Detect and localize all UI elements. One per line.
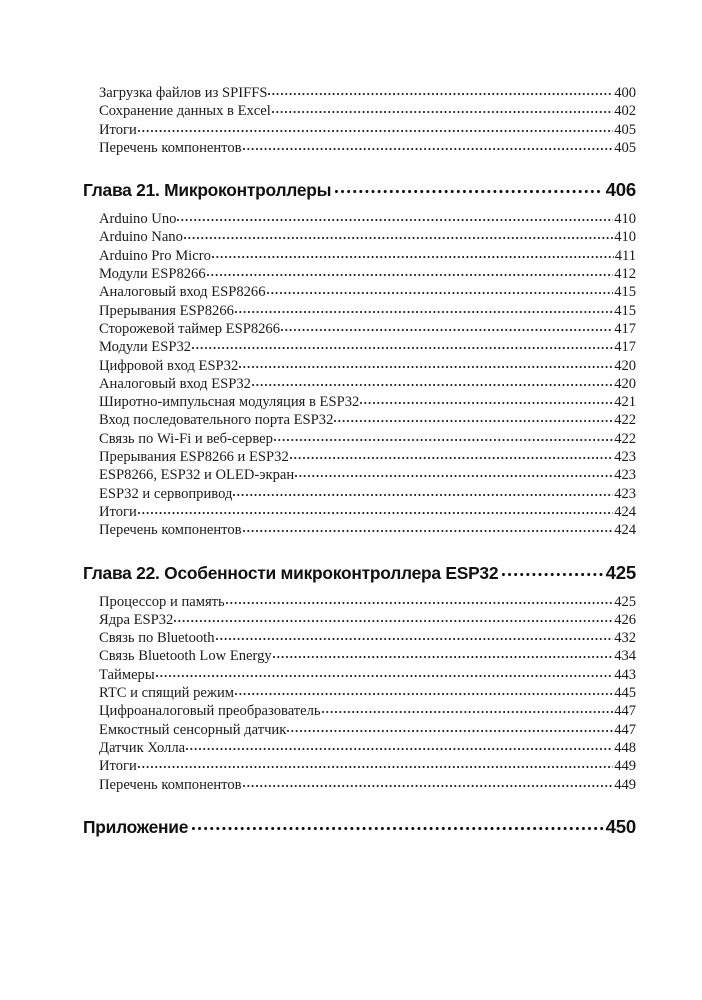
dot-leader [138,122,613,134]
dot-leader [192,339,613,351]
dot-leader [335,181,602,196]
dot-leader [273,648,614,660]
toc-entry[interactable] [99,411,636,429]
dot-leader [274,431,613,443]
toc-entry-page-number: 410 [614,229,636,246]
toc-chapter-heading[interactable] [83,816,636,838]
toc-entry[interactable] [99,521,636,539]
toc-entry-title: Ядра ESP32 [99,611,174,628]
dot-leader [138,758,613,770]
toc-entry[interactable] [99,702,636,720]
toc-entry-title: Итоги [99,758,137,775]
toc-entry-title: Датчик Холла [99,739,186,756]
toc-entry-title: Связь по Wi-Fi и веб-сервер [99,430,273,447]
toc-chapter-heading[interactable] [83,179,636,201]
toc-entry-page-number: 417 [614,320,636,337]
toc-entry[interactable] [99,611,636,629]
toc-entry-title: Перечень компонентов [99,776,242,793]
toc-entry-page-number: 421 [614,394,636,411]
toc-entry[interactable] [99,320,636,338]
dot-leader [243,140,614,152]
toc-entry[interactable] [99,357,636,375]
dot-leader [226,594,614,606]
toc-entry-page-number: 411 [614,247,636,264]
dot-leader [287,722,613,734]
dot-leader [212,248,614,260]
dot-leader [243,777,614,789]
dot-leader [174,612,613,624]
toc-entry-title: ESP8266, ESP32 и OLED-экран [99,467,295,484]
toc-entry-title: Процессор и память [99,593,225,610]
toc-entry-page-number: 445 [614,685,636,702]
toc-entry-page-number: 426 [614,611,636,628]
toc-entry-title: Arduino Pro Micro [99,247,211,264]
toc-entry-title: Прерывания ESP8266 [99,302,234,319]
toc-entry[interactable] [99,503,636,521]
toc-entry-page-number: 400 [614,85,636,101]
toc-entry[interactable] [99,302,636,320]
toc-entry[interactable] [99,102,636,120]
toc-entry-page-number: 423 [614,449,636,466]
toc-entry-page-number: 415 [614,302,636,319]
toc-entry-page-number: 447 [614,721,636,738]
toc-entry[interactable] [99,338,636,356]
toc-group-continued-entries [83,84,636,157]
toc-entry[interactable] [99,721,636,739]
toc-entry[interactable] [99,666,636,684]
toc-entry-title: Прерывания ESP8266 и ESP32 [99,449,289,466]
toc-entry-page-number: 447 [614,703,636,720]
toc-entry-title: Цифровой вход ESP32 [99,357,239,374]
toc-entry[interactable] [99,210,636,228]
toc-entry[interactable] [99,375,636,393]
dot-leader [268,85,613,97]
toc-entry[interactable] [99,739,636,757]
toc-entry[interactable] [99,283,636,301]
dot-leader [233,486,613,498]
toc-entry[interactable] [99,139,636,157]
dot-leader [138,504,613,516]
toc-chapter-page-number: 450 [605,815,636,837]
toc-entry-page-number: 448 [614,739,636,756]
toc-entry[interactable] [99,84,636,102]
toc-entry-title: Arduino Uno [99,211,177,228]
dot-leader [502,564,602,579]
toc-entry[interactable] [99,393,636,411]
toc-entry-title: Цифроаналоговый преобразователь [99,703,321,720]
toc-entry[interactable] [99,247,636,265]
dot-leader [272,103,613,115]
toc-entry-page-number: 422 [614,412,636,429]
toc-entry-page-number: 417 [614,339,636,356]
dot-leader [192,818,602,833]
toc-entry-title: Перечень компонентов [99,139,242,156]
dot-leader [156,667,614,679]
toc-entry-title: Arduino Nano [99,229,183,246]
toc-entry-title: Связь по Bluetooth [99,630,215,647]
toc-group-chapter-22 [83,562,636,794]
toc-entry-title: RTC и спящий режим [99,685,235,702]
dot-leader [267,284,614,296]
toc-chapter-title: Приложение [83,816,189,837]
toc-chapter-page-number: 425 [605,561,636,583]
toc-entry[interactable] [99,265,636,283]
toc-entry-page-number: 425 [614,593,636,610]
toc-entry-title: Сохранение данных в Excel [99,103,271,120]
toc-entry-title: Емкостный сенсорный датчик [99,721,287,738]
table-of-contents [83,84,636,847]
toc-entry[interactable] [99,121,636,139]
toc-entry-page-number: 423 [614,467,636,484]
dot-leader [186,740,613,752]
dot-leader [295,467,613,479]
toc-entry-page-number: 415 [614,284,636,301]
toc-chapter-page-number: 406 [605,179,636,201]
dot-leader [239,358,613,370]
toc-entry[interactable] [99,757,636,775]
toc-entry-page-number: 422 [614,430,636,447]
toc-entry[interactable] [99,466,636,484]
toc-entry[interactable] [99,647,636,665]
toc-entry-title: Таймеры [99,666,155,683]
toc-entry-title: Сторожевой таймер ESP8266 [99,320,281,337]
toc-entry[interactable] [99,228,636,246]
toc-chapter-heading[interactable] [83,562,636,584]
dot-leader [334,412,613,424]
dot-leader [216,630,614,642]
toc-entry-page-number: 412 [614,266,636,283]
toc-entry-page-number: 424 [614,503,636,520]
toc-entry-title: Связь Bluetooth Low Energy [99,648,272,665]
toc-chapter-title: Глава 22. Особенности микроконтроллера ESP32 [83,562,499,583]
dot-leader [290,449,613,461]
toc-entry-title: Перечень компонентов [99,522,242,539]
toc-group-appendix [83,816,636,838]
dot-leader [184,229,613,241]
dot-leader [177,211,613,223]
dot-leader [322,703,614,715]
toc-entry-title: Итоги [99,503,137,520]
toc-entry[interactable] [99,448,636,466]
toc-entry-page-number: 443 [614,666,636,683]
toc-entry-title: Аналоговый вход ESP8266 [99,284,266,301]
toc-entry-page-number: 420 [614,357,636,374]
toc-entry[interactable] [99,776,636,794]
toc-entry-page-number: 432 [614,630,636,647]
dot-leader [235,303,613,315]
dot-leader [243,522,614,534]
dot-leader [252,376,613,388]
toc-entry[interactable] [99,629,636,647]
toc-entry-page-number: 420 [614,375,636,392]
toc-entry-title: Загрузка файлов из SPIFFS [99,85,268,101]
toc-chapter-title: Глава 21. Микроконтроллеры [83,180,332,201]
toc-entry-title: ESP32 и сервопривод [99,485,233,502]
toc-entry[interactable] [99,684,636,702]
toc-entry[interactable] [99,485,636,503]
toc-entry-page-number: 402 [614,103,636,120]
toc-entry-title: Вход последовательного порта ESP32 [99,412,334,429]
toc-entry-page-number: 424 [614,522,636,539]
toc-group-chapter-21 [83,179,636,539]
toc-entry-title: Аналоговый вход ESP32 [99,375,251,392]
toc-entry-title: Модули ESP32 [99,339,192,356]
toc-entry[interactable] [99,593,636,611]
toc-entry-page-number: 449 [614,776,636,793]
dot-leader [235,685,613,697]
toc-entry-page-number: 405 [614,121,636,138]
toc-entry-title: Итоги [99,121,137,138]
toc-entry-page-number: 449 [614,758,636,775]
toc-entry-page-number: 405 [614,139,636,156]
toc-entry-title: Широтно-импульсная модуляция в ESP32 [99,394,360,411]
dot-leader [360,394,613,406]
dot-leader [281,321,613,333]
toc-entry-page-number: 423 [614,485,636,502]
dot-leader [207,266,614,278]
toc-entry-page-number: 434 [614,648,636,665]
toc-entry-title: Модули ESP8266 [99,266,206,283]
toc-entry-page-number: 410 [614,211,636,228]
toc-entry[interactable] [99,430,636,448]
